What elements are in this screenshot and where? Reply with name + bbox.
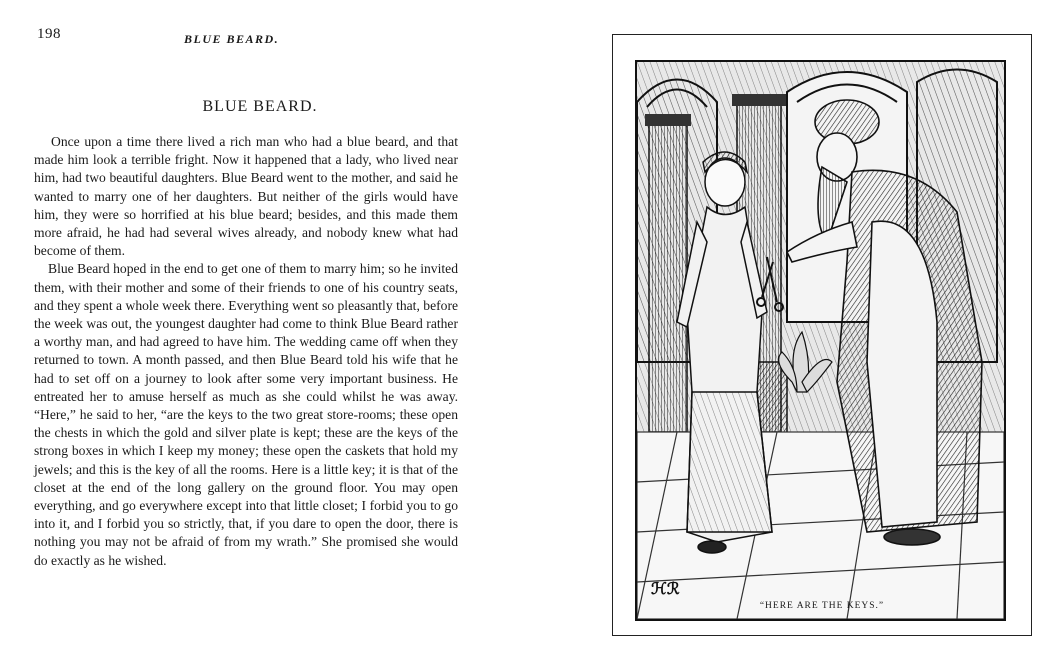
story-text xyxy=(34,133,458,570)
paragraph-2: Blue Beard hoped in the end to get one of them to marry him; so he invited them, with their mother and some of their friends to one of his country seats, and they spent a whole week there. Everything went so pleasantly that, before the week was out, the youngest daughter had come to think Blue Beard rather a worthy man, and had agreed to have him. The wedding came off when they returned to town. A month passed, and then Blue Beard told his wife that he had to set off on a journey to look after some very important business. He entreated her to amuse herself as much as she could whilst he was away. “Here,” he said to her, “are the keys to the two great store-rooms; these open the chests in which the gold and silver plate is kept; these are the keys of the strong boxes in which I keep my money; these open the caskets that hold my jewels; and this is the key of all the rooms. Here is a little key; it is that of the closet at the end of the long gallery on the ground floor. You may open everything, and go everywhere except into that little closet; I forbid you to go into it, and I forbid you so strictly, that, if you dare to open the door, there is nothing you may not be afraid of from my wrath.” She promised she would do exactly as he wished. xyxy=(34,261,458,568)
running-head: BLUE BEARD. xyxy=(184,32,280,46)
column-left xyxy=(649,122,687,432)
illustration-caption: “HERE ARE THE KEYS.” xyxy=(759,601,885,611)
chapter-title xyxy=(0,98,520,116)
illustration-plate xyxy=(612,34,1032,636)
artist-monogram: ℋℛ xyxy=(651,581,680,598)
page-number: 198 xyxy=(37,26,61,42)
chapter-title-text: BLUE BEARD. xyxy=(202,98,318,115)
paragraph-1: Once upon a time there lived a rich man who had a blue beard, and that made him look a terrible fright. Now it happened that a lady, who lived near him, had two beautiful daughters. Blue Beard went to the mother, and said he wanted to marry one of her daughters. But neither of the girls would have him, they were so horrified at his blue beard; besides, and this made them more afraid, he had had several wives already, and nobody knew what had become of them. xyxy=(34,134,458,259)
engraving-image xyxy=(637,62,1004,619)
illustration xyxy=(635,60,1006,621)
